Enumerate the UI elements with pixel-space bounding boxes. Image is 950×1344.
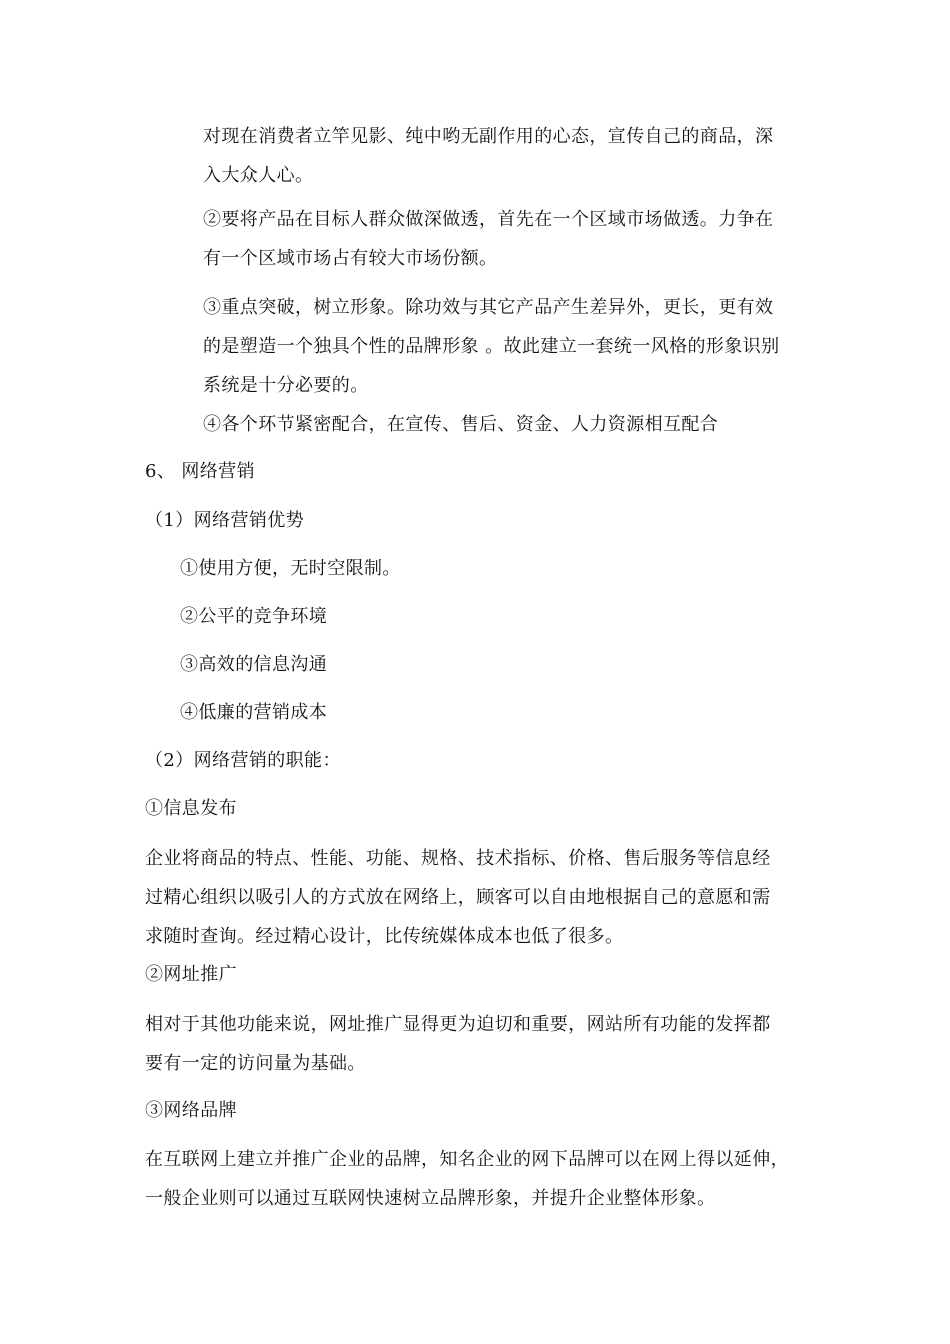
text-line: ④各个环节紧密配合，在宣传、售后、资金、人力资源相互配合	[203, 414, 719, 435]
function-heading-info-release	[145, 789, 237, 828]
paragraph-publicity-mindset	[203, 117, 773, 195]
paragraph-brand-image	[203, 288, 780, 405]
function-heading-url-promotion	[145, 955, 237, 994]
text-line: ③重点突破，树立形象。除功效与其它产品产生差异外，更长，更有效	[203, 297, 774, 318]
advantage-item-4	[180, 693, 327, 732]
advantage-item-3	[180, 645, 327, 684]
section-heading-internet-marketing	[145, 452, 255, 491]
function-heading-online-brand	[145, 1091, 237, 1130]
text-line: 在互联网上建立并推广企业的品牌，知名企业的网下品牌可以在网上得以延伸，	[145, 1149, 789, 1170]
paragraph-target-market	[203, 200, 773, 278]
text-line: ①使用方便，无时空限制。	[180, 558, 401, 579]
text-line: 过精心组织以吸引人的方式放在网络上，顾客可以自由地根据自己的意愿和需	[145, 887, 771, 908]
text-line: 求随时查询。经过精心设计，比传统媒体成本也低了很多。	[145, 926, 624, 947]
text-line: 有一个区域市场占有较大市场份额。	[203, 248, 498, 269]
text-line: 相对于其他功能来说，网址推广显得更为迫切和重要，网站所有功能的发挥都	[145, 1014, 771, 1035]
text-line: ②网址推广	[145, 964, 237, 985]
text-line: （1）网络营销优势	[145, 510, 305, 531]
text-line: 入大众人心。	[203, 165, 314, 186]
text-line: 对现在消费者立竿见影、纯中哟无副作用的心态，宣传自己的商品，深	[203, 126, 774, 147]
paragraph-coordination	[203, 405, 718, 444]
text-line: 的是塑造一个独具个性的品牌形象 。故此建立一套统一风格的形象识别	[203, 336, 780, 357]
paragraph-online-brand	[145, 1140, 789, 1218]
subsection-heading-advantages	[145, 501, 304, 540]
text-line: ②公平的竞争环境	[180, 606, 328, 627]
text-line: 一般企业则可以通过互联网快速树立品牌形象，并提升企业整体形象。	[145, 1188, 716, 1209]
text-line: 要有一定的访问量为基础。	[145, 1053, 366, 1074]
advantage-item-1	[180, 549, 401, 588]
text-line: ③网络品牌	[145, 1100, 237, 1121]
advantage-item-2	[180, 597, 327, 636]
text-line: 系统是十分必要的。	[203, 375, 369, 396]
text-line: ④低廉的营销成本	[180, 702, 328, 723]
text-line: （2）网络营销的职能：	[145, 750, 341, 771]
text-line: 企业将商品的特点、性能、功能、规格、技术指标、价格、售后服务等信息经	[145, 848, 771, 869]
paragraph-info-release	[145, 839, 771, 956]
subsection-heading-functions	[145, 741, 341, 780]
text-line: ③高效的信息沟通	[180, 654, 328, 675]
paragraph-url-promotion	[145, 1005, 771, 1083]
text-line: 6、 网络营销	[145, 461, 255, 482]
text-line: ①信息发布	[145, 798, 237, 819]
text-line: ②要将产品在目标人群众做深做透，首先在一个区域市场做透。力争在	[203, 209, 774, 230]
